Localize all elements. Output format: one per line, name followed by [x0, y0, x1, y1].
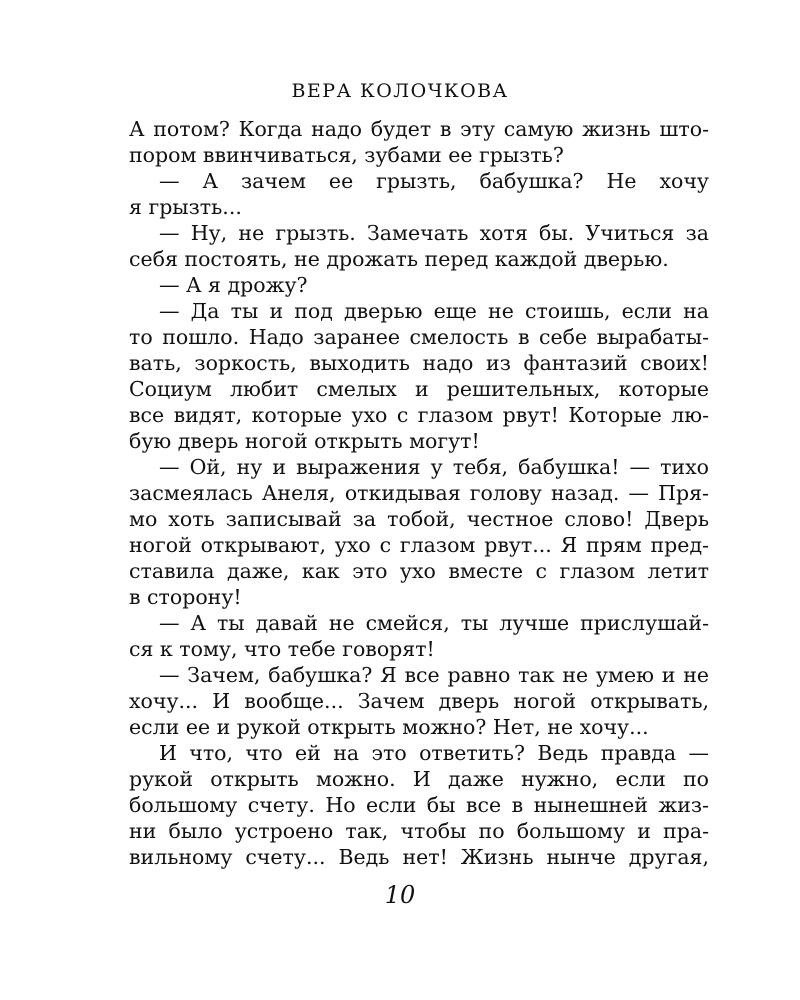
text-line: пором ввинчиваться, зубами ее грызть?: [129, 143, 564, 167]
text-line: — Ну, не грызть. Замечать хотя бы. Учиться за: [159, 221, 709, 245]
text-line: большому счету. Но если бы все в нынешней жиз-: [129, 793, 709, 817]
text-line: если ее и рукой открыть можно? Нет, не хочу...: [129, 715, 649, 739]
text-line: рукой открыть можно. И даже нужно, если по: [129, 767, 709, 791]
text-line: ся к тому, что тебе говорят!: [129, 637, 435, 661]
text-line: — А ты давай не смейся, ты лучше прислушай-: [159, 611, 709, 635]
text-line: — А зачем ее грызть, бабушка? Не хочу: [159, 169, 709, 193]
text-line: А потом? Когда надо будет в эту самую жизнь што-: [129, 117, 709, 141]
text-line: засмеялась Анеля, откидывая голову назад. — Пря-: [129, 481, 709, 505]
text-line: — А я дрожу?: [159, 273, 308, 297]
text-line: то пошло. Надо заранее смелость в себе вырабаты-: [129, 325, 709, 349]
body-text: [129, 116, 709, 870]
text-line: И что, что ей на это ответить? Ведь правда —: [159, 741, 709, 765]
text-line: — Зачем, бабушка? Я все равно так не умею и не: [159, 663, 709, 687]
text-line: я грызть...: [129, 195, 242, 219]
text-line: вильному счету... Ведь нет! Жизнь нынче другая,: [129, 845, 709, 869]
text-line: вать, зоркость, выходить надо из фантазий своих!: [129, 351, 709, 375]
text-line: все видят, которые ухо с глазом рвут! Которые лю-: [129, 403, 709, 427]
text-line: ни было устроено так, чтобы по большому и пра-: [129, 819, 709, 843]
text-line: мо хоть записывай за тобой, честное слово! Дверь: [129, 507, 709, 531]
text-line: — Ой, ну и выражения у тебя, бабушка! — тихо: [159, 455, 709, 479]
text-line: себя постоять, не дрожать перед каждой дверью.: [129, 247, 669, 271]
text-line: ногой открывают, ухо с глазом рвут... Я прям пред-: [129, 533, 709, 557]
page-number: 10: [384, 881, 416, 909]
text-line: бую дверь ногой открыть могут!: [129, 429, 480, 453]
text-line: ставила даже, как это ухо вместе с глазом летит: [129, 559, 709, 583]
text-line: Социум любит смелых и решительных, которые: [129, 377, 709, 401]
text-line: хочу... И вообще... Зачем дверь ногой открывать,: [129, 689, 709, 713]
text-line: — Да ты и под дверью еще не стоишь, если на: [159, 299, 709, 323]
running-head-author: ВЕРА КОЛОЧКОВА: [291, 80, 509, 102]
text-line: в сторону!: [129, 585, 242, 609]
